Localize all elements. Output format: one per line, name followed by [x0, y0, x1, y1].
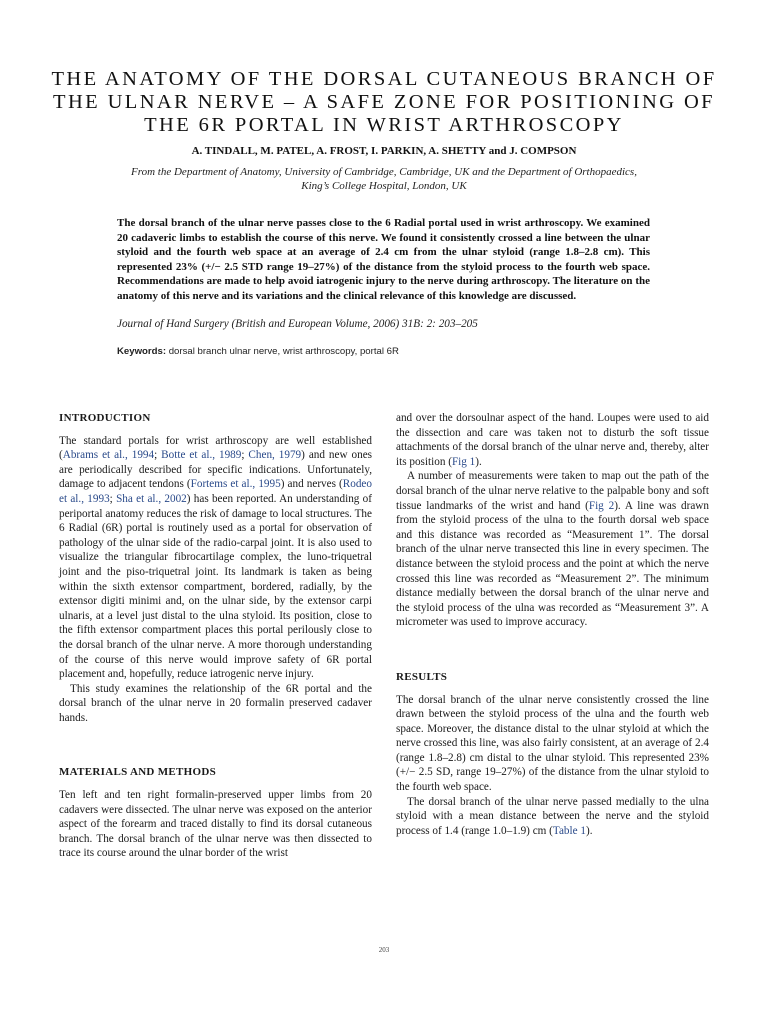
affiliation	[60, 166, 708, 193]
keywords-text: dorsal branch ulnar nerve, wrist arthroscopy, portal 6R	[166, 346, 399, 357]
journal-citation: Journal of Hand Surgery (British and European Volume, 2006) 31B: 2: 203–205	[117, 318, 478, 330]
text-run: A number of measurements were taken to map out the path of the dorsal branch of the ulnar nerve relative to the palpable bony and soft tissue landmarks of the wrist and hand (	[396, 470, 709, 512]
citation-link[interactable]: Table 1	[552, 824, 586, 837]
affiliation-line: From the Department of Anatomy, University of Cambridge, Cambridge, UK and the Department of Orthopaedics,	[131, 166, 637, 178]
title-line: THE ANATOMY OF THE DORSAL CUTANEOUS BRANCH OF	[51, 68, 717, 90]
citation-link[interactable]: Botte et al., 1989	[161, 449, 242, 462]
author-list: A. TINDALL, M. PATEL, A. FROST, I. PARKIN, A. SHETTY and J. COMPSON	[191, 145, 577, 157]
page-number: 203	[378, 946, 390, 954]
citation-link[interactable]: Fortems et al., 1995	[190, 478, 281, 491]
affiliation-line: King’s College Hospital, London, UK	[301, 179, 467, 192]
text-run: ).	[475, 455, 482, 468]
title-line: THE ULNAR NERVE – A SAFE ZONE FOR POSITIONING OF	[53, 91, 715, 113]
text-run: ;	[241, 449, 249, 462]
results-paragraph-1: The dorsal branch of the ulnar nerve consistently crossed the line drawn between the styloid process of the ulna and the fourth web space. Moreover, the distance distal to the ulnar styloid at which the nerve crossed this line, was also fairly consistent, at an average of 2.4 (range 1.8–2.8) cm distal to the ulnar styloid. This represented 23% (+/− 2.5 SD, range 19–27%) of the distance from the ulnar styloid to the fourth web space.	[396, 693, 709, 794]
text-run: ) and nerves (	[280, 478, 343, 491]
citation-link[interactable]: Sha et al., 2002	[116, 492, 187, 505]
methods-paragraph-1-continued	[396, 411, 709, 469]
text-run: and over the dorsoulnar aspect of the hand. Loupes were used to aid the dissection and care was taken not to disturb the soft tissue attachments of the dorsal branch of the ulnar nerve and, thereby, alter its position (	[396, 412, 709, 468]
intro-paragraph-1	[59, 434, 372, 682]
methods-paragraph-2	[396, 469, 709, 630]
right-column	[396, 411, 709, 838]
text-run: ;	[109, 492, 117, 505]
section-heading-methods: MATERIALS AND METHODS	[59, 766, 217, 779]
citation-link[interactable]: Abrams et al., 1994	[62, 449, 155, 462]
title-line: THE 6R PORTAL IN WRIST ARTHROSCOPY	[144, 114, 624, 136]
keywords	[117, 346, 650, 357]
citation-link[interactable]: Fig 1	[451, 455, 476, 468]
left-column	[59, 411, 372, 861]
text-run: ) and new ones are periodically described for specific indications. Unfortunately, damage to adjacent tendons (	[59, 449, 373, 491]
intro-paragraph-2: This study examines the relationship of the 6R portal and the dorsal branch of the ulnar nerve in 20 formalin preserved cadaver hands.	[59, 682, 372, 724]
text-run: The dorsal branch of the ulnar nerve passed medially to the ulna styloid with a mean distance between the nerve and the styloid process of 1.4 (range 1.0–1.9) cm (	[396, 795, 709, 837]
results-paragraph-2	[396, 795, 709, 839]
text-run: The standard portals for wrist arthroscopy are well established (	[59, 434, 372, 462]
methods-paragraph-1: Ten left and ten right formalin-preserved upper limbs from 20 cadavers were dissected. The ulnar nerve was exposed on the anterior aspect of the forearm and traced distally to find its dorsal cutaneous branch. The dorsal branch of the ulnar nerve was then dissected to trace its course around the ulnar border of the wrist	[59, 789, 372, 860]
citation-link[interactable]: Chen, 1979	[248, 449, 302, 462]
citation-link[interactable]: Rodeo et al., 1993	[59, 478, 372, 505]
section-heading-introduction: INTRODUCTION	[59, 412, 151, 424]
text-run: ).	[585, 824, 593, 837]
citation-link[interactable]: Fig 2	[588, 499, 615, 512]
text-run: ;	[154, 449, 162, 462]
text-run: ). A line was drawn from the styloid process of the ulna to the fourth dorsal web space and this distance was recorded as “Measurement 1”. The dorsal branch of the ulnar nerve transected this line in every specimen. The distance between the styloid process and the point at which the nerve crossed this line was recorded as “Measurement 2”. The minimum distance medially between the dorsal branch of the ulnar nerve and the styloid process of the ulna was recorded as “Measurement 3”. A micrometer was used to improve accuracy.	[396, 499, 709, 629]
abstract: The dorsal branch of the ulnar nerve passes close to the 6 Radial portal used in wrist arthroscopy. We examined 20 cadaveric limbs to establish the course of this nerve. We found it consistently crossed a line between the ulnar styloid and the fourth web space at an average of 2.4 cm from the ulnar styloid (range 1.8–2.8 cm). This represented 23% (+/− 2.5 STD range 19–27%) of the distance from the styloid process to the fourth web space. Recommendations are made to help avoid iatrogenic injury to the nerve during arthroscopy. The literature on the anatomy of this nerve and its variations and the clinical relevance of this knowledge are discussed.	[117, 217, 650, 302]
text-run: ) has been reported. An understanding of periportal anatomy reduces the risk of damage to local structures. The 6 Radial (6R) portal is routinely used as a portal for observation of pathology of the ulnar side of the radio-carpal joint. It is also used to visualize the triangular fibrocartilage complex, the luno-triquetral joint and the piso-triquetral joint. Its landmark is taken as being within the sixth extensor compartment, bordered, radially, by the extensor digiti minimi and, on the ulnar side, by the extensor carpi ulnaris, at a level just distal to the ulna styloid. Its position, close to the fifth extensor compartment places this portal perilously close to the dorsal branch of the ulnar nerve. A more thorough understanding of the course of this nerve would improve safety of 6R portal placement and, hopefully, reduce iatrogenic nerve injury.	[59, 492, 372, 681]
section-heading-results: RESULTS	[396, 670, 448, 683]
keywords-label: Keywords:	[117, 346, 167, 357]
article-title	[40, 68, 728, 137]
